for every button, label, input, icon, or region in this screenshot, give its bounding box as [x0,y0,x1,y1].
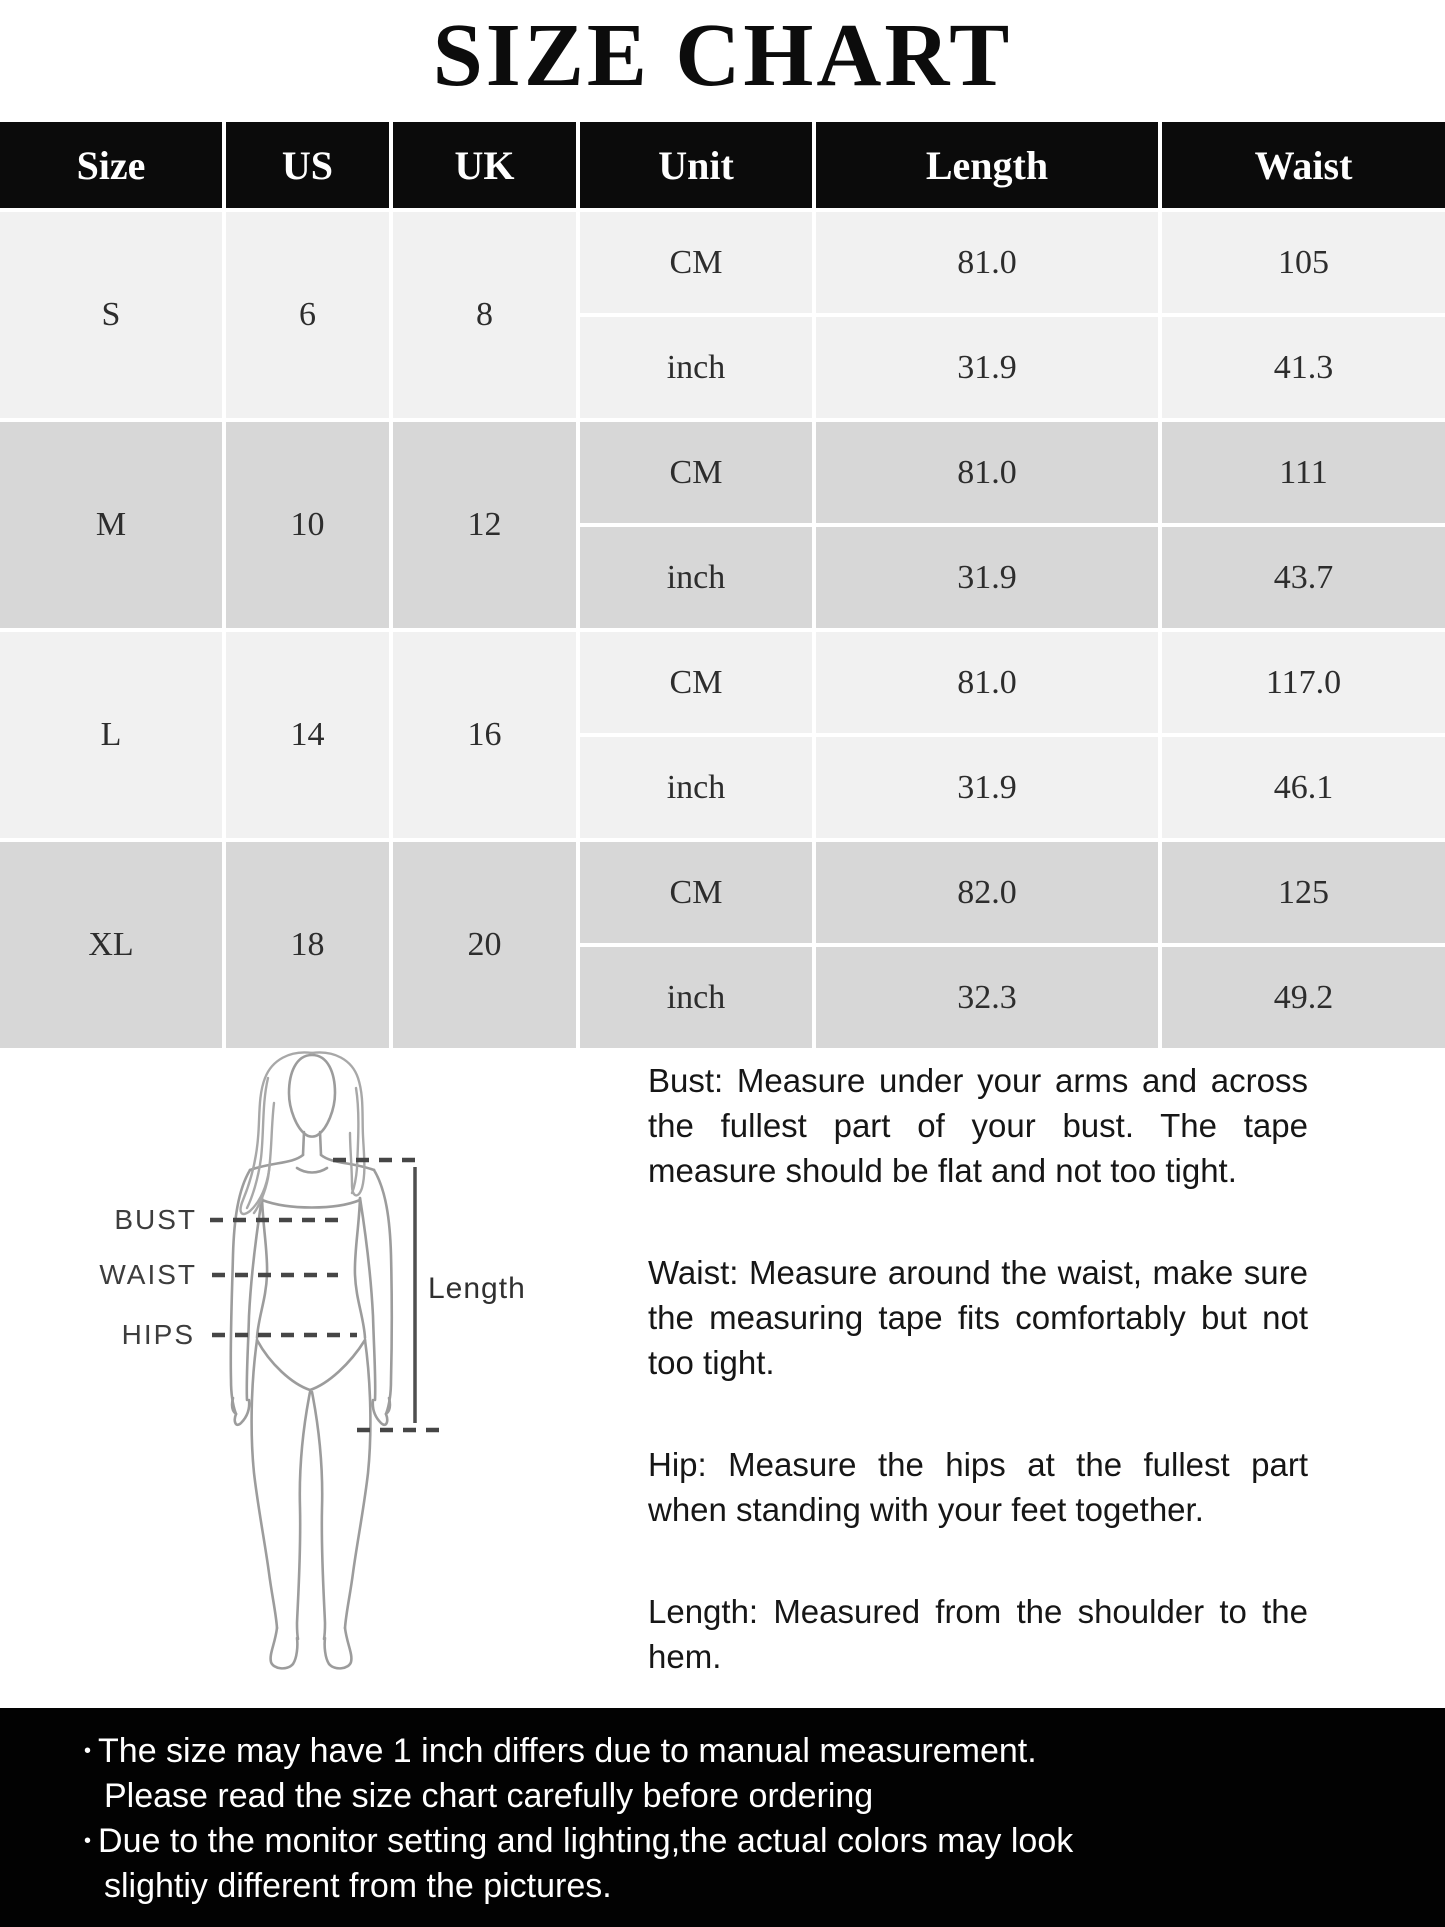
row-m-inch-waist-cell: 43.7 [1162,527,1445,628]
bust-instruction: Bust: Measure under your arms and across the fullest part of your bust. The tape measure should be flat and not too tight. [648,1062,1308,1189]
length-label: Length [428,1272,526,1305]
row-xl-inch-unit-cell: inch [580,947,812,1048]
hips-label: HIPS [121,1319,195,1350]
row-l-cm-unit-cell: CM [580,632,812,733]
row-xl-inch-waist-cell: 49.2 [1162,947,1445,1048]
row-l-inch-waist-cell: 46.1 [1162,737,1445,838]
footnote-line [84,1729,1405,1774]
row-l-size-cell: L [0,632,222,838]
row-xl-cm-length-cell: 82.0 [816,842,1158,943]
row-xl-size-cell: XL [0,842,222,1048]
row-xl-cm-waist-cell: 125 [1162,842,1445,943]
row-s-inch-unit-cell: inch [580,317,812,418]
woman-outline-figure [231,1055,392,1668]
row-l-cm-waist-cell: 117.0 [1162,632,1445,733]
footnote-text: The size may have 1 inch differs due to manual measurement. [98,1732,1037,1770]
row-m-uk-cell: 12 [393,422,576,628]
column-header-us: US [226,122,389,208]
bust-label: BUST [114,1204,197,1235]
body-measurement-diagram [0,1048,560,1708]
row-xl-inch-length-cell: 32.3 [816,947,1158,1048]
row-l-inch-unit-cell: inch [580,737,812,838]
page-title: SIZE CHART [432,6,1013,105]
measurement-guides [210,1160,443,1430]
row-m-inch-length-cell: 31.9 [816,527,1158,628]
size-table [0,122,1445,1048]
row-xl-cm-unit-cell: CM [580,842,812,943]
row-l-inch-length-cell: 31.9 [816,737,1158,838]
column-header-uk: UK [393,122,576,208]
footnote-line: Please read the size chart carefully before ordering [104,1777,874,1815]
row-l-cm-length-cell: 81.0 [816,632,1158,733]
footnotes-bar [0,1708,1445,1927]
row-s-cm-length-cell: 81.0 [816,212,1158,313]
row-s-us-cell: 6 [226,212,389,418]
row-s-uk-cell: 8 [393,212,576,418]
hip-instruction: Hip: Measure the hips at the fullest part when standing with your feet together. [648,1446,1308,1528]
row-l-us-cell: 14 [226,632,389,838]
column-header-size: Size [0,122,222,208]
footnote-line [84,1819,1405,1864]
footnote-line: slightiy different from the pictures. [104,1867,612,1905]
row-xl-uk-cell: 20 [393,842,576,1048]
bullet-dot: • [84,1830,92,1852]
row-s-inch-waist-cell: 41.3 [1162,317,1445,418]
row-m-inch-unit-cell: inch [580,527,812,628]
row-l-uk-cell: 16 [393,632,576,838]
column-header-waist: Waist [1162,122,1445,208]
waist-label: WAIST [99,1259,197,1290]
row-s-inch-length-cell: 31.9 [816,317,1158,418]
row-m-cm-unit-cell: CM [580,422,812,523]
row-m-size-cell: M [0,422,222,628]
measurement-instructions [648,1058,1308,1736]
footnote-text: Due to the monitor setting and lighting,the actual colors may look [98,1822,1074,1860]
length-instruction: Length: Measured from the shoulder to the hem. [648,1593,1308,1675]
row-s-cm-waist-cell: 105 [1162,212,1445,313]
row-s-cm-unit-cell: CM [580,212,812,313]
row-m-cm-length-cell: 81.0 [816,422,1158,523]
column-header-length: Length [816,122,1158,208]
row-m-cm-waist-cell: 111 [1162,422,1445,523]
row-s-size-cell: S [0,212,222,418]
row-xl-us-cell: 18 [226,842,389,1048]
waist-instruction: Waist: Measure around the waist, make sure the measuring tape fits comfortably but not too tight. [648,1254,1308,1381]
row-m-us-cell: 10 [226,422,389,628]
bullet-dot: • [84,1740,92,1762]
column-header-unit: Unit [580,122,812,208]
